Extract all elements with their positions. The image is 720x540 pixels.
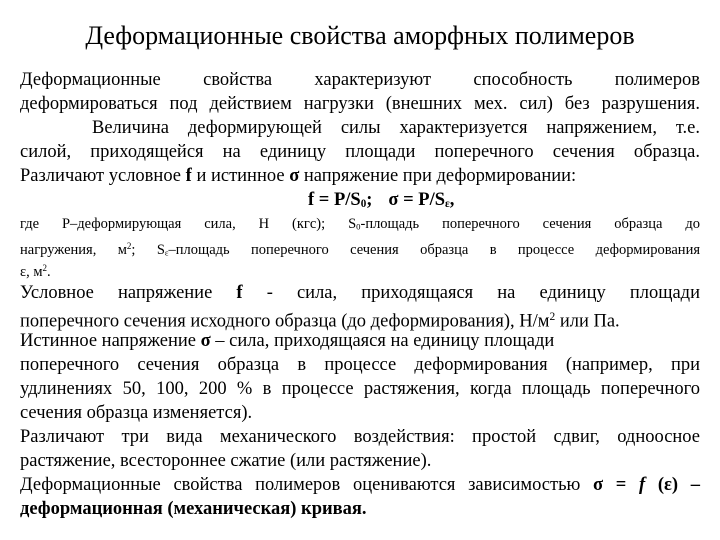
p3-text-c: напряжение при деформировании: [299, 166, 577, 186]
p7-eq: = [603, 475, 639, 495]
paragraph-6-line-2: растяжение, всестороннее сжатие (или растяжение). [20, 451, 432, 471]
p7-symbol-sigma: σ [593, 475, 604, 495]
p4-l2-sup2: 2 [549, 311, 556, 323]
p5-text-a: Истинное напряжение [20, 331, 201, 351]
p7-text-a: Деформационные свойства полимеров оцениваются зависимостью [20, 475, 594, 495]
note-line-2 [20, 236, 700, 263]
p3-text-b: и истинное [191, 166, 290, 186]
p4-text-a: Условное напряжение [20, 283, 237, 303]
formula-sub0: 0 [360, 198, 367, 211]
paragraph-6-line-1: Различают три вида механического воздействия: простой сдвиг, одноосное [20, 427, 700, 447]
slide-title: Деформационные свойства аморфных полимеров [85, 21, 635, 50]
n2-sub-eps: ε [164, 247, 169, 258]
paragraph-1-line-1: Деформационные свойства характеризуют способность полимеров [20, 70, 700, 90]
paragraph-7-line-2: деформационная (механическая) кривая. [20, 499, 367, 519]
n2-text-b: ; S [131, 241, 165, 258]
p5-symbol-sigma: σ [200, 331, 211, 351]
p3-symbol-f: f [185, 166, 192, 186]
formula-end: , [449, 190, 455, 210]
p4-symbol-f: f [236, 283, 243, 303]
n3-text-b: . [47, 263, 51, 280]
p4-l2-text-a: поперечного сечения исходного образца (до деформирования), Н/м [20, 311, 550, 332]
n3-sup2: 2 [42, 263, 48, 273]
formula-sub-eps: ε [445, 198, 450, 211]
n2-text-a: нагружения, м [20, 241, 127, 258]
formula-f: f [308, 190, 315, 210]
paragraph-5-line-2: поперечного сечения образца в процессе деформирования (например, при [20, 355, 700, 375]
note-line-3 [20, 258, 51, 282]
paragraph-4-line-1 [20, 281, 700, 305]
paragraph-2-line-1: Величина деформирующей силы характеризуется напряжением, т.е. [92, 118, 700, 138]
formula-line [308, 188, 454, 216]
p4-l2-text-b: или Па. [555, 311, 620, 332]
n1-text-b: -площадь поперечного сечения образца до [360, 216, 700, 232]
formula-sep: ; [366, 190, 373, 210]
paragraph-3-line-1 [20, 164, 576, 188]
formula-sigma: σ [388, 190, 399, 210]
n1-text-a: где Р–деформирующая сила, Н (кгс); S [20, 216, 357, 232]
paragraph-5-line-4: сечения образца изменяется). [20, 403, 253, 423]
p7-dash: – [678, 475, 700, 495]
paragraph-2-line-2: силой, приходящейся на единицу площади поперечного сечения образца. [20, 142, 700, 162]
p7-paren: (ε) [645, 475, 679, 495]
paragraph-1-line-2: деформироваться под действием нагрузки (внешних мех. сил) без разрушения. [20, 94, 700, 114]
p4-text-b: - сила, приходящаяся на единицу площади [242, 283, 700, 303]
p7-symbol-f: f [638, 475, 646, 495]
paragraph-5-line-3: удлинениях 50, 100, 200 % в процессе растяжения, когда площадь поперечного [20, 379, 700, 399]
formula-eq2: = P/S [398, 190, 446, 210]
p3-symbol-sigma: σ [289, 166, 300, 186]
n2-text-c: –площадь поперечного сечения образца в процессе деформирования [168, 241, 700, 258]
n2-sup2: 2 [126, 241, 132, 251]
n3-text-a: ε, м [20, 263, 43, 280]
n1-sub0: 0 [356, 221, 361, 232]
p3-text-a: Различают условное [20, 166, 186, 186]
paragraph-7-line-1 [20, 473, 700, 497]
note-line-1 [20, 214, 700, 237]
formula-eq1: = P/S [314, 190, 361, 210]
paragraph-5-line-1 [20, 329, 554, 353]
p5-text-b: – сила, приходящаяся на единицу площади [210, 331, 555, 351]
